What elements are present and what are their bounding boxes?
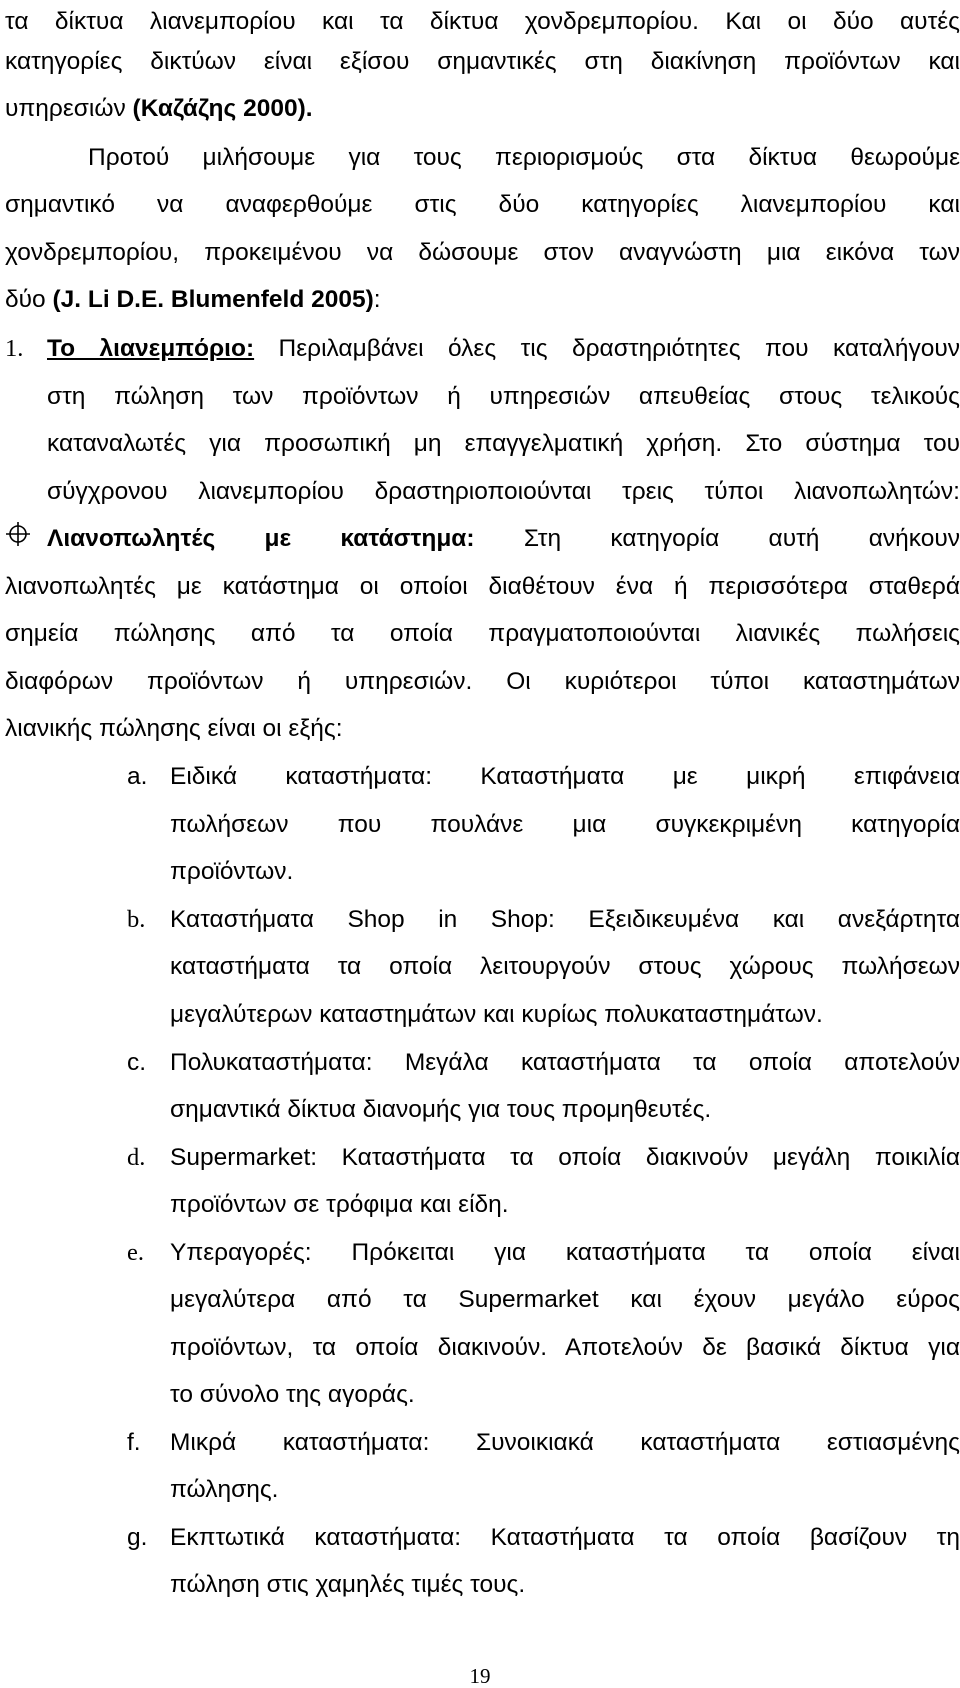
retailers-line-2: λιανοπωλητές με κατάστημα οι οποίοι διαθέτουν ένα ή περισσότερα σταθερά <box>5 573 960 600</box>
list-label-d: d. <box>127 1144 146 1171</box>
item-1-number <box>5 334 45 364</box>
retailers-text: Στη κατηγορία αυτή ανήκουν <box>474 525 960 552</box>
list-item-g-line-1: Εκπτωτικά καταστήματα: Καταστήματα τα οποία βασίζουν τη <box>170 1524 960 1551</box>
item-1-line-3: καταναλωτές για προσωπική μη επαγγελματική χρήση. Στο σύστημα του <box>47 430 960 457</box>
list-item-g-line-2: πώληση στις χαμηλές τιμές τους. <box>170 1571 526 1598</box>
retailers-line-3: σημεία πώλησης από τα οποία πραγματοποιούνται λιανικές πωλήσεις <box>5 620 960 647</box>
list-label-e: e. <box>127 1239 144 1266</box>
list-label-c: c. <box>127 1049 147 1076</box>
list-item-b-line-2: καταστήματα τα οποία λειτουργούν στους χώρους πωλήσεων <box>170 953 960 980</box>
paragraph2-text: δύο <box>5 286 53 313</box>
list-label-a: a. <box>127 763 148 790</box>
citation: (J. Li D.E. Blumenfeld 2005) <box>52 286 374 313</box>
list-item-e-line-1: Υπεραγορές: Πρόκειται για καταστήματα τα οποία είναι <box>170 1239 960 1266</box>
paragraph2-line-3: χονδρεμπορίου, προκειμένου να δώσουμε στον αναγνώστη μια εικόνα των <box>5 239 960 266</box>
list-item-c-line-2: σημαντικά δίκτυα διανομής για τους προμηθευτές. <box>170 1096 712 1123</box>
list-item-e-line-2: μεγαλύτερα από τα Supermarket και έχουν μεγάλο εύρος <box>170 1286 960 1313</box>
list-item-f-line-2: πώλησης. <box>170 1476 279 1503</box>
item-1-term: Το λιανεμπόριο: <box>47 335 255 362</box>
item-1-line-2: στη πώληση των προϊόντων ή υπηρεσιών απευθείας στους τελικούς <box>47 383 960 410</box>
intro-line-2: κατηγορίες δικτύων είναι εξίσου σημαντικές στη διακίνηση προϊόντων και <box>5 48 960 75</box>
list-label-f: f. <box>127 1429 141 1456</box>
paragraph2-line-4 <box>5 285 960 315</box>
list-label-b: b. <box>127 906 146 933</box>
list-item-e-line-3: προϊόντων, τα οποία διακινούν. Αποτελούν δε βασικά δίκτυα για <box>170 1334 960 1361</box>
list-item-c-line-1: Πολυκαταστήματα: Μεγάλα καταστήματα τα οποία αποτελούν <box>170 1049 960 1076</box>
page-number: 19 <box>469 1664 491 1688</box>
item-1-line-1 <box>47 334 960 364</box>
item-number-text: 1. <box>5 335 24 362</box>
intro-text: υπηρεσιών <box>5 95 133 122</box>
item-1-line-4: σύγχρονου λιανεμπορίου δραστηριοποιούνται τρεις τύποι λιανοπωλητών: <box>47 478 960 505</box>
list-label-g: g. <box>127 1524 148 1551</box>
list-item-a-line-3: προϊόντων. <box>170 858 294 885</box>
retailers-term: Λιανοπωλητές με κατάστημα: <box>47 525 475 552</box>
paragraph2-line-1: Προτού μιλήσουμε για τους περιορισμούς στα δίκτυα θεωρούμε <box>88 144 960 171</box>
list-item-a-line-2: πωλήσεων που πουλάνε μια συγκεκριμένη κατηγορία <box>170 811 960 838</box>
paragraph2-colon: : <box>373 286 381 313</box>
list-item-d-line-2: προϊόντων σε τρόφιμα και είδη. <box>170 1191 509 1218</box>
list-item-d-line-1: Supermarket: Καταστήματα τα οποία διακινούν μεγάλη ποικιλία <box>170 1144 960 1171</box>
retailers-line-4: διαφόρων προϊόντων ή υπηρεσιών. Οι κυριότεροι τύποι καταστημάτων <box>5 668 960 695</box>
list-item-a-line-1: Ειδικά καταστήματα: Καταστήματα με μικρή επιφάνεια <box>170 763 960 790</box>
intro-line-1: τα δίκτυα λιανεμπορίου και τα δίκτυα χονδρεμπορίου. Και οι δύο αυτές <box>5 8 960 35</box>
retailers-line-5: λιανικής πώλησης είναι οι εξής: <box>5 715 343 742</box>
retailers-line-1 <box>47 524 960 554</box>
list-item-f-line-1: Μικρά καταστήματα: Συνοικιακά καταστήματα εστιασμένης <box>170 1429 960 1456</box>
citation: (Καζάζης 2000). <box>132 95 313 122</box>
intro-line-3 <box>5 94 960 124</box>
item-1-text: Περιλαμβάνει όλες τις δραστηριότητες που καταλήγουν <box>254 335 960 362</box>
paragraph2-line-2: σημαντικό να αναφερθούμε στις δύο κατηγορίες λιανεμπορίου και <box>5 191 960 218</box>
list-item-e-line-4: το σύνολο της αγοράς. <box>170 1381 415 1408</box>
list-item-b-line-3: μεγαλύτερων καταστημάτων και κυρίως πολυκαταστημάτων. <box>170 1001 823 1028</box>
list-item-b-line-1: Καταστήματα Shop in Shop: Εξειδικευμένα και ανεξάρτητα <box>170 906 960 933</box>
crosshair-bullet-icon <box>5 521 31 547</box>
